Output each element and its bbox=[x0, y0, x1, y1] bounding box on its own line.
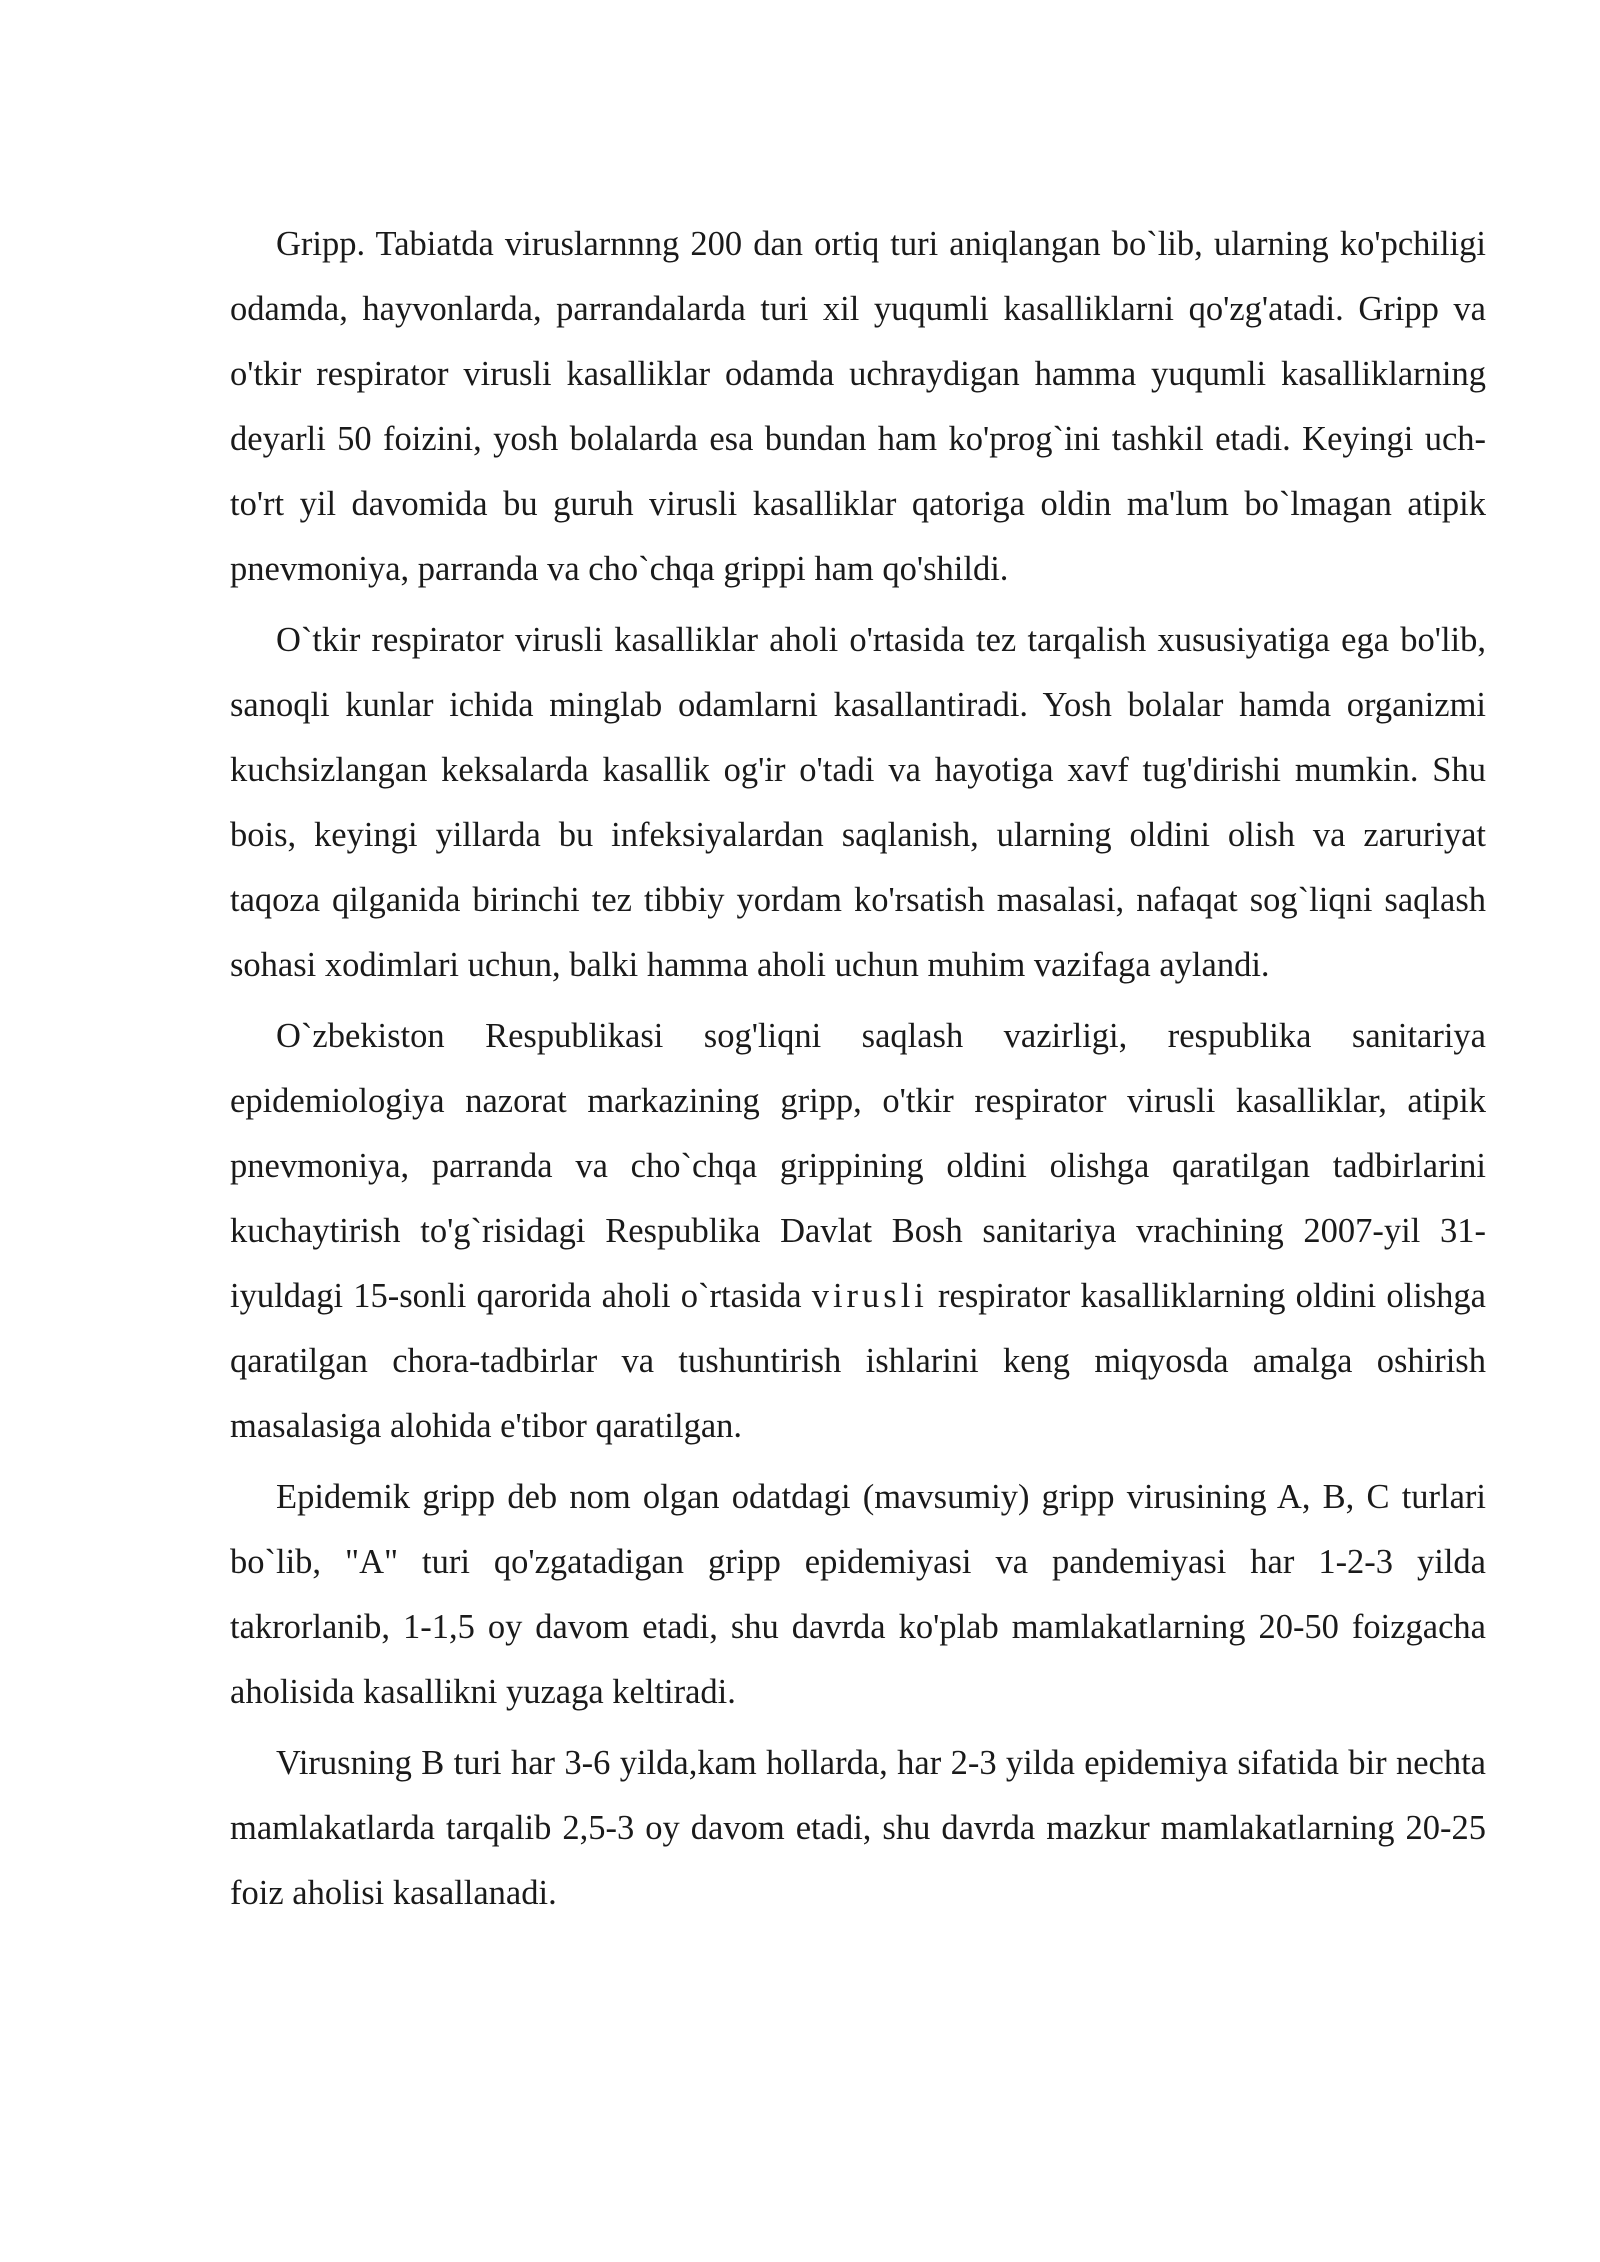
decree-text-before: O`zbekiston Respublikasi sog'liqni saqlash vazirligi, respublika sanitariya epidemiologiya nazorat markazining gripp, o'tkir respirator virusli kasalliklar, atipik pnevmoniya, parranda va cho`chqa grippining oldini olishga qaratilgan tadbirlarini kuchaytirish to'g`risidagi Respublika Davlat Bosh sanitariya vrachining 2007-yil 31-iyuldagi 15-sonli qarorida aholi o`rtasida bbox=[230, 1017, 1486, 1315]
decree-text-emphasis: virusli bbox=[811, 1277, 928, 1315]
paragraph-epidemic-types: Epidemik gripp deb nom olgan odatdagi (mavsumiy) gripp virusining A, B, C turlari bo`lib, "A" turi qo'zgatadigan gripp epidemiyasi va pandemiyasi har 1-2-3 yilda takrorlanib, 1-1,5 oy davom etadi, shu davrda ko'plab mamlakatlarning 20-50 foizgacha aholisida kasallikni yuzaga keltiradi. bbox=[230, 1478, 1486, 1711]
paragraph-gripp-intro: Gripp. Tabiatda viruslarnnng 200 dan ortiq turi aniqlangan bo`lib, ularning ko'pchiligi odamda, hayvonlarda, parrandalarda turi xil yuqumli kasalliklarni qo'zg'atadi. Gripp va o'tkir respirator virusli kasalliklar odamda uchraydigan hamma yuqumli kasalliklarning deyarli 50 foizini, yosh bolalarda esa bundan ham ko'prog`ini tashkil etadi. Keyingi uch-to'rt yil davomida bu guruh virusli kasalliklar qatoriga oldin ma'lum bo`lmagan atipik pnevmoniya, parranda va cho`chqa grippi ham qo'shildi. bbox=[230, 225, 1486, 588]
paragraph-ministry-decree bbox=[230, 1004, 1486, 1459]
document-page bbox=[230, 212, 1486, 1932]
paragraph-virus-b: Virusning B turi har 3-6 yilda,kam hollarda, har 2-3 yilda epidemiya sifatida bir nechta mamlakatlarda tarqalib 2,5-3 oy davom etadi, shu davrda mazkur mamlakatlarning 20-25 foiz aholisi kasallanadi. bbox=[230, 1744, 1486, 1912]
decree-text-after: respirator kasalliklarning oldini olishga qaratilgan chora-tadbirlar va tushuntirish ishlarini keng miqyosda amalga oshirish masalasiga alohida e'tibor qaratilgan. bbox=[230, 1277, 1486, 1445]
paragraph-respiratory-spread: O`tkir respirator virusli kasalliklar aholi o'rtasida tez tarqalish xususiyatiga ega bo'lib, sanoqli kunlar ichida minglab odamlarni kasallantiradi. Yosh bolalar hamda organizmi kuchsizlangan keksalarda kasallik og'ir o'tadi va hayotiga xavf tug'dirishi mumkin. Shu bois, keyingi yillarda bu infeksiyalardan saqlanish, ularning oldini olish va zaruriyat taqoza qilganida birinchi tez tibbiy yordam ko'rsatish masalasi, nafaqat sog`liqni saqlash sohasi xodimlari uchun, balki hamma aholi uchun muhim vazifaga aylandi. bbox=[230, 621, 1486, 984]
